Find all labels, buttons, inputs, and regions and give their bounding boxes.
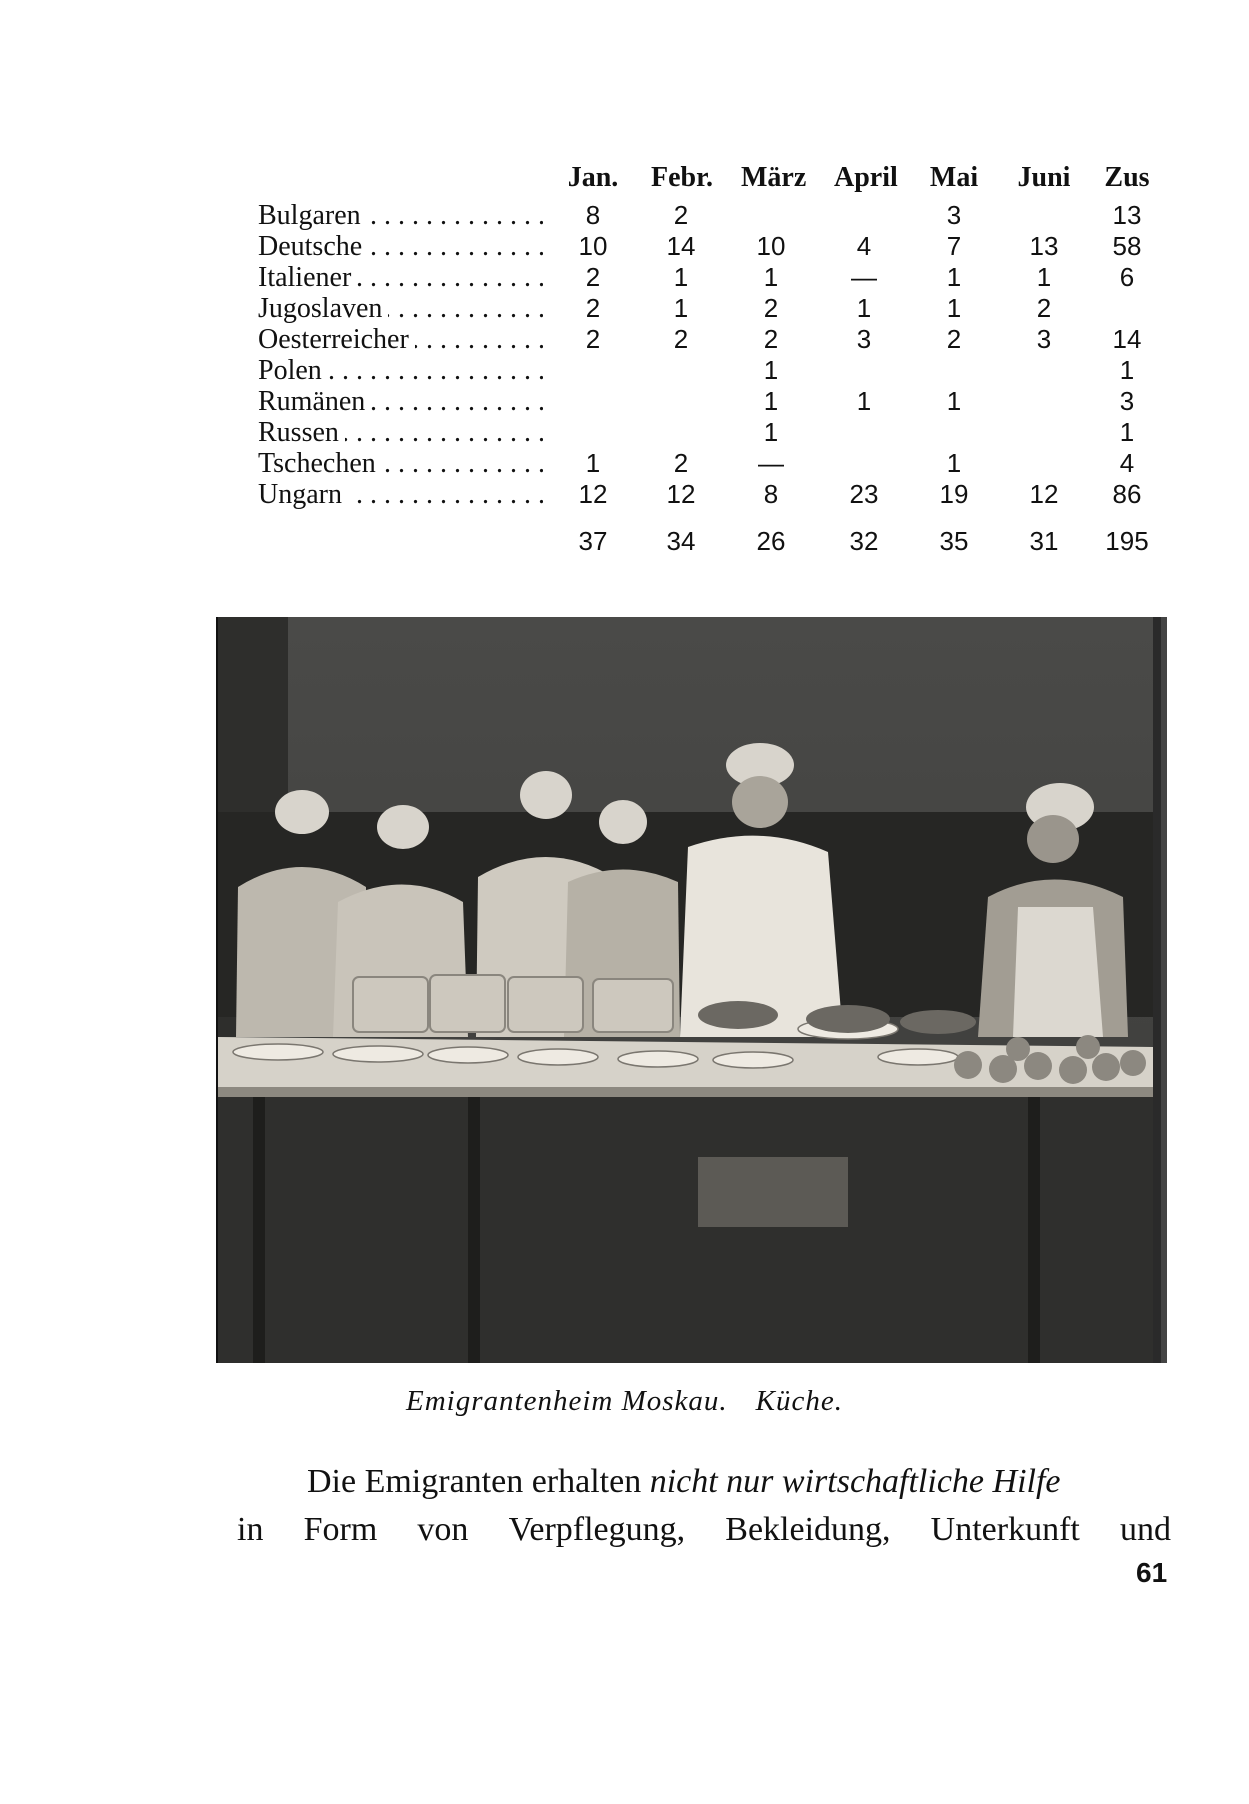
row-label bbox=[258, 355, 543, 386]
table-cell: 86 bbox=[1112, 479, 1142, 509]
body-line-1-italic: nicht nur wirtschaftliche Hilfe bbox=[649, 1463, 1061, 1500]
table-cell: 1 bbox=[946, 386, 962, 416]
table-cell: — bbox=[758, 448, 784, 478]
row-label-text: Rumänen bbox=[258, 386, 371, 417]
table-cell: 1 bbox=[673, 262, 689, 292]
table-cell: 1 bbox=[1119, 355, 1135, 385]
row-label-text: Russen bbox=[258, 417, 345, 448]
table-cell: 13 bbox=[1029, 231, 1059, 261]
header-cell: Febr. bbox=[651, 162, 713, 193]
header-cell: Juni bbox=[1017, 162, 1071, 193]
row-label bbox=[258, 417, 543, 448]
row-label-text: Jugoslaven bbox=[258, 293, 388, 324]
table-cell: 14 bbox=[1112, 324, 1142, 354]
header-cell: Jan. bbox=[567, 162, 619, 193]
table-cell: 10 bbox=[756, 231, 786, 261]
row-label-text: Deutsche bbox=[258, 231, 368, 262]
table-cell: 1 bbox=[673, 293, 689, 323]
total-cell: 195 bbox=[1105, 526, 1149, 556]
table-cell: 3 bbox=[856, 324, 872, 354]
table-cell: 1 bbox=[763, 386, 779, 416]
caption-room: Küche. bbox=[755, 1385, 843, 1417]
table-cell: 12 bbox=[1029, 479, 1059, 509]
row-label-text: Oesterreicher bbox=[258, 324, 415, 355]
table-cell: 4 bbox=[1119, 448, 1135, 478]
table-cell: 1 bbox=[763, 262, 779, 292]
photo-caption bbox=[0, 1385, 1249, 1418]
table-cell: 2 bbox=[1036, 293, 1052, 323]
row-label-text: Italiener bbox=[258, 262, 357, 293]
row-label bbox=[258, 200, 543, 231]
table-cell: — bbox=[851, 262, 877, 292]
table-cell: 2 bbox=[946, 324, 962, 354]
header-cell: März bbox=[741, 162, 807, 193]
table-cell: 1 bbox=[1119, 417, 1135, 447]
table-cell: 1 bbox=[763, 417, 779, 447]
table-cell: 12 bbox=[578, 479, 608, 509]
row-label bbox=[258, 448, 543, 479]
row-label bbox=[258, 231, 543, 262]
table-cell: 3 bbox=[946, 200, 962, 230]
caption-place: Emigrantenheim Moskau. bbox=[406, 1385, 728, 1417]
body-word: Verpflegung, bbox=[508, 1511, 686, 1548]
row-label bbox=[258, 479, 543, 510]
header-cell: Zus bbox=[1104, 162, 1150, 193]
table-cell: 1 bbox=[763, 355, 779, 385]
table-cell: 58 bbox=[1112, 231, 1142, 261]
table-cell: 2 bbox=[763, 293, 779, 323]
table-cell: 1 bbox=[946, 262, 962, 292]
table-cell: 2 bbox=[763, 324, 779, 354]
page-number: 61 bbox=[1136, 1557, 1168, 1588]
body-word: in bbox=[237, 1511, 264, 1548]
total-cell: 34 bbox=[666, 526, 696, 556]
table-cell: 1 bbox=[585, 448, 601, 478]
body-word: und bbox=[1120, 1511, 1171, 1548]
table-cell: 14 bbox=[666, 231, 696, 261]
table-cell: 2 bbox=[585, 262, 601, 292]
total-cell: 37 bbox=[578, 526, 608, 556]
body-word: Unterkunft bbox=[930, 1511, 1080, 1548]
row-label bbox=[258, 324, 543, 355]
body-paragraph bbox=[237, 1458, 1171, 1554]
table-cell: 2 bbox=[673, 200, 689, 230]
row-label-text: Bulgaren bbox=[258, 200, 367, 231]
row-label bbox=[258, 386, 543, 417]
row-label-text: Tschechen bbox=[258, 448, 382, 479]
body-word: von bbox=[417, 1511, 469, 1548]
table-cell: 1 bbox=[1036, 262, 1052, 292]
table-cell: 12 bbox=[666, 479, 696, 509]
row-label bbox=[258, 293, 543, 324]
kitchen-staff-photo bbox=[216, 617, 1167, 1363]
table-cell: 1 bbox=[856, 293, 872, 323]
table-cell: 2 bbox=[673, 448, 689, 478]
table-cell: 1 bbox=[856, 386, 872, 416]
body-word: Bekleidung, bbox=[725, 1511, 891, 1548]
table-cell: 8 bbox=[585, 200, 601, 230]
row-label-text: Ungarn bbox=[258, 479, 348, 510]
row-label bbox=[258, 262, 543, 293]
table-cell: 6 bbox=[1119, 262, 1135, 292]
table-cell: 3 bbox=[1119, 386, 1135, 416]
table-cell: 7 bbox=[946, 231, 962, 261]
total-cell: 35 bbox=[939, 526, 969, 556]
body-word: Form bbox=[303, 1511, 378, 1548]
table-cell: 4 bbox=[856, 231, 872, 261]
table-cell: 8 bbox=[763, 479, 779, 509]
table-cell: 10 bbox=[578, 231, 608, 261]
total-cell: 32 bbox=[849, 526, 879, 556]
row-label-text: Polen bbox=[258, 355, 328, 386]
table-cell: 23 bbox=[849, 479, 879, 509]
body-line-1-plain: Die Emigranten erhalten bbox=[307, 1463, 650, 1500]
table-cell: 1 bbox=[946, 448, 962, 478]
total-cell: 31 bbox=[1029, 526, 1059, 556]
table-cell: 2 bbox=[585, 324, 601, 354]
body-line-1 bbox=[237, 1458, 1171, 1506]
table-cell: 13 bbox=[1112, 200, 1142, 230]
header-cell: April bbox=[834, 162, 898, 193]
body-line-2 bbox=[237, 1506, 1171, 1554]
header-cell: Mai bbox=[929, 162, 979, 193]
total-cell: 26 bbox=[756, 526, 786, 556]
table-cell: 2 bbox=[673, 324, 689, 354]
table-cell: 2 bbox=[585, 293, 601, 323]
table-cell: 19 bbox=[939, 479, 969, 509]
photo-illustration bbox=[218, 617, 1153, 1363]
table-cell: 3 bbox=[1036, 324, 1052, 354]
table-cell: 1 bbox=[946, 293, 962, 323]
